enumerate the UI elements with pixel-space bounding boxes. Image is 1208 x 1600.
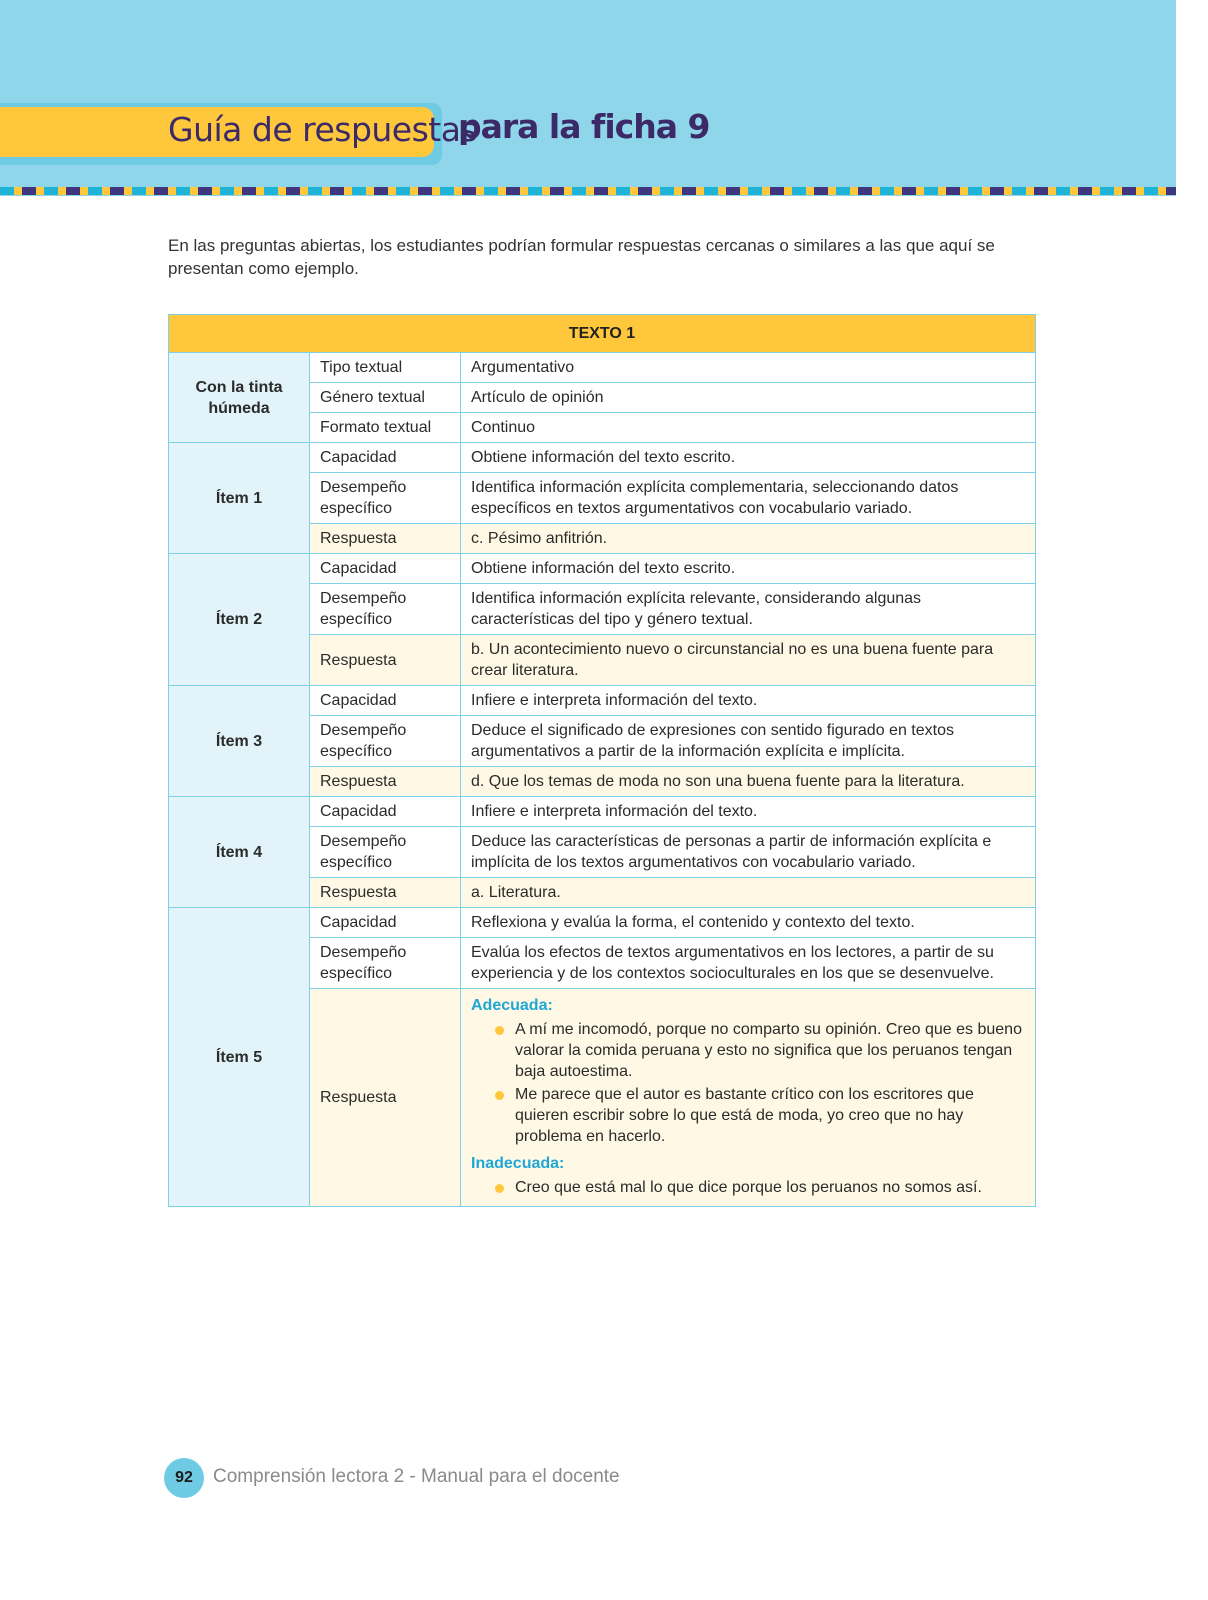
row-value: b. Un acontecimiento nuevo o circunstancial no es una buena fuente para crear literatura. bbox=[461, 635, 1036, 686]
table-row bbox=[169, 686, 1036, 716]
row-value: Continuo bbox=[461, 413, 1036, 443]
answer-guide-table bbox=[168, 314, 1036, 1207]
row-label: Género textual bbox=[310, 383, 461, 413]
table-row bbox=[169, 353, 1036, 383]
row-value: Infiere e interpreta información del texto. bbox=[461, 797, 1036, 827]
row-label: Capacidad bbox=[310, 797, 461, 827]
row-label: Capacidad bbox=[310, 908, 461, 938]
meta-title: Con la tinta húmeda bbox=[195, 378, 283, 417]
row-label: Formato textual bbox=[310, 413, 461, 443]
row-value: Obtiene información del texto escrito. bbox=[461, 443, 1036, 473]
adequate-list bbox=[471, 1019, 1025, 1147]
row-label: Tipo textual bbox=[310, 353, 461, 383]
intro-paragraph: En las preguntas abiertas, los estudiantes podrían formular respuestas cercanas o similares a las que aquí se presentan como ejemplo. bbox=[168, 236, 995, 278]
row-value: Reflexiona y evalúa la forma, el contenido y contexto del texto. bbox=[461, 908, 1036, 938]
row-label: Desempeño específico bbox=[310, 938, 461, 989]
row-label: Respuesta bbox=[310, 767, 461, 797]
inadequate-label: Inadecuada: bbox=[471, 1155, 565, 1172]
row-value: Deduce el significado de expresiones con sentido figurado en textos argumentativos a partir de la información explícita e implícita. bbox=[461, 716, 1036, 767]
item-name: Ítem 3 bbox=[169, 686, 310, 797]
row-value-open-answer bbox=[461, 989, 1036, 1207]
inadequate-list bbox=[471, 1177, 1025, 1198]
row-label: Capacidad bbox=[310, 443, 461, 473]
list-item: A mí me incomodó, porque no comparto su opinión. Creo que es bueno valorar la comida peruana y esto no significa que los peruanos tengan baja autoestima. bbox=[495, 1019, 1025, 1082]
table-header-row bbox=[169, 315, 1036, 353]
row-label: Desempeño específico bbox=[310, 584, 461, 635]
item-name: Ítem 2 bbox=[169, 554, 310, 686]
row-value: d. Que los temas de moda no son una buena fuente para la literatura. bbox=[461, 767, 1036, 797]
row-value: a. Literatura. bbox=[461, 878, 1036, 908]
row-value: Infiere e interpreta información del texto. bbox=[461, 686, 1036, 716]
row-value: c. Pésimo anfitrión. bbox=[461, 524, 1036, 554]
row-value: Obtiene información del texto escrito. bbox=[461, 554, 1036, 584]
row-value: Evalúa los efectos de textos argumentativos en los lectores, a partir de su experiencia y de los contextos socioculturales en los que se desenvuelve. bbox=[461, 938, 1036, 989]
row-label: Respuesta bbox=[310, 524, 461, 554]
row-value: Identifica información explícita relevante, considerando algunas características del tipo y género textual. bbox=[461, 584, 1036, 635]
row-label: Desempeño específico bbox=[310, 473, 461, 524]
row-label: Capacidad bbox=[310, 686, 461, 716]
table-row bbox=[169, 797, 1036, 827]
row-label: Desempeño específico bbox=[310, 827, 461, 878]
row-value: Artículo de opinión bbox=[461, 383, 1036, 413]
row-label: Respuesta bbox=[310, 635, 461, 686]
row-label: Capacidad bbox=[310, 554, 461, 584]
page-number: 92 bbox=[164, 1458, 204, 1498]
table-heading: TEXTO 1 bbox=[169, 315, 1036, 353]
list-item: Creo que está mal lo que dice porque los peruanos no somos así. bbox=[495, 1177, 1025, 1198]
item-name: Ítem 4 bbox=[169, 797, 310, 908]
row-value: Identifica información explícita complementaria, seleccionando datos específicos en textos argumentativos con vocabulario variado. bbox=[461, 473, 1036, 524]
row-value: Argumentativo bbox=[461, 353, 1036, 383]
table-row bbox=[169, 908, 1036, 938]
header-banner bbox=[0, 0, 1176, 196]
page-title: Guía de respuestas bbox=[168, 110, 478, 149]
table-row bbox=[169, 443, 1036, 473]
adequate-label: Adecuada: bbox=[471, 997, 553, 1014]
row-label: Desempeño específico bbox=[310, 716, 461, 767]
table-row bbox=[169, 554, 1036, 584]
decorative-stripe bbox=[0, 187, 1176, 195]
item-name: Ítem 5 bbox=[169, 908, 310, 1207]
footer-text: Comprensión lectora 2 - Manual para el docente bbox=[213, 1466, 620, 1487]
page-subtitle: para la ficha 9 bbox=[458, 107, 710, 146]
row-label: Respuesta bbox=[310, 878, 461, 908]
list-item: Me parece que el autor es bastante crítico con los escritores que quieren escribir sobre lo que está de moda, yo creo que no hay problema en hacerlo. bbox=[495, 1084, 1025, 1147]
meta-title-cell bbox=[169, 353, 310, 443]
item-name: Ítem 1 bbox=[169, 443, 310, 554]
row-value: Deduce las características de personas a partir de información explícita e implícita de los textos argumentativos con vocabulario variado. bbox=[461, 827, 1036, 878]
row-label: Respuesta bbox=[310, 989, 461, 1207]
